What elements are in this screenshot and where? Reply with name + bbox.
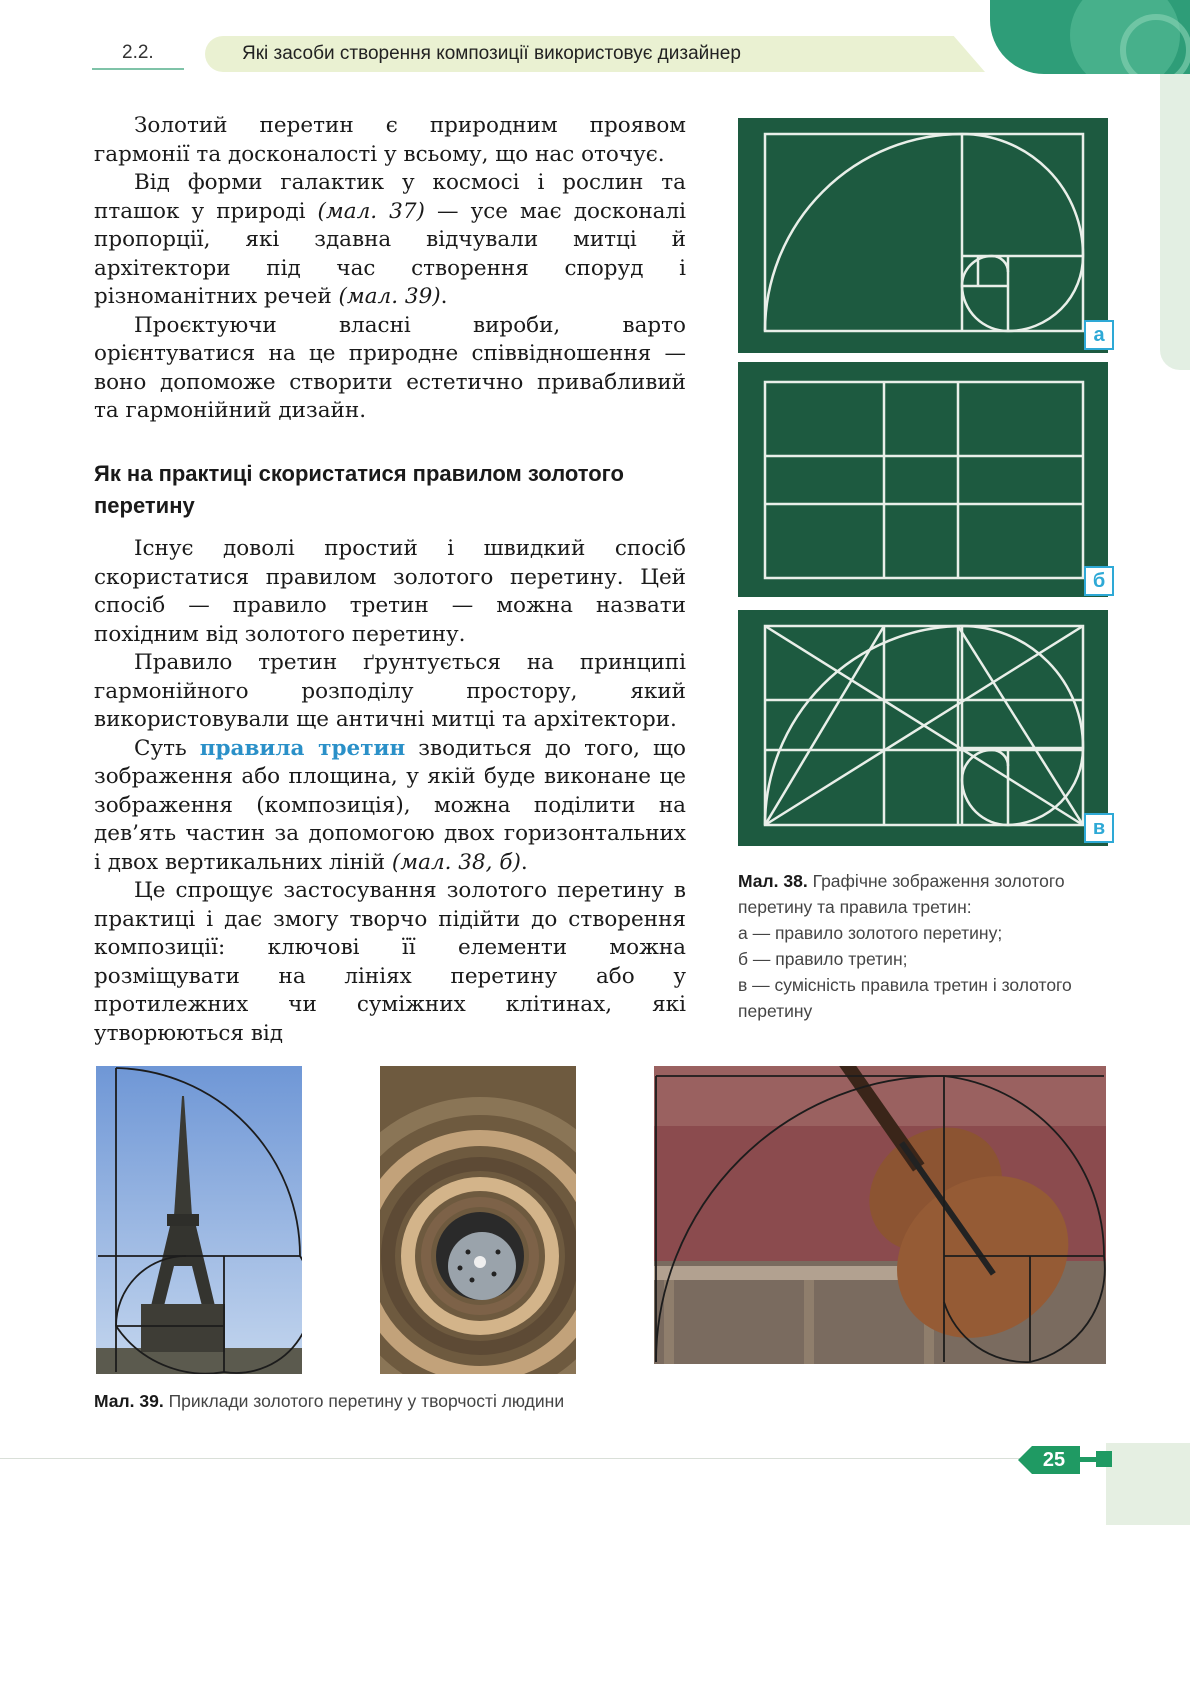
figure-38-caption: Мал. 38. Графічне зображення золотого перетину та правила третин: а — правило золотого перетину; б — правило третин; в — сумісність правила третин і золотого перетину <box>738 868 1108 1024</box>
figure-reference: (мал. 37) <box>317 198 425 224</box>
section-subheading: Як на практиці скористатися правилом золотого перетину <box>94 461 624 518</box>
paragraph: Суть правила третин зводиться до того, що зображення або площина, у якій буде виконане це зображення (композиція), можна поділити на дев’ять частин за допомогою двох горизонтальних і двох вертикальних ліній (мал. 38, б). <box>94 735 686 875</box>
figure-badge-c: в <box>1084 813 1114 843</box>
combined-spiral-thirds-diagram <box>738 610 1108 846</box>
section-number: 2.2. <box>92 36 184 70</box>
page-number-square <box>1096 1451 1112 1467</box>
double-bass-photo <box>654 1066 1106 1364</box>
paragraph: Золотий перетин є природним проявом гармонії та досконалості у всьому, що нас оточує. <box>94 113 686 167</box>
caption-label: Мал. 38. <box>738 871 808 891</box>
figure-badge-a: а <box>1084 320 1114 350</box>
figure-38b-rule-of-thirds <box>738 362 1108 597</box>
paragraph: Це спрощує застосування золотого перетину в практиці і дає змогу творчо підійти до створення композиції: ключові її елементи можна розміщувати на лініях перетину або у протилежних чи суміжних клітинах, які утворюються від <box>94 878 686 1046</box>
spiral-staircase-photo <box>380 1066 576 1374</box>
corner-decoration <box>990 0 1190 74</box>
eiffel-tower-photo <box>96 1066 302 1374</box>
caption-item-b: б — правило третин; <box>738 949 908 969</box>
rule-of-thirds-text-block <box>94 535 686 1048</box>
caption-item-c: в — сумісність правила третин і золотого перетину <box>738 975 1072 1021</box>
page-number: 25 <box>1042 1449 1066 1471</box>
figure-38c-combined <box>738 610 1108 846</box>
figure-reference: (мал. 39) <box>338 284 441 309</box>
figure-38a-golden-ratio <box>738 118 1108 353</box>
caption-label: Мал. 39. <box>94 1391 164 1411</box>
highlighted-term: правила третин <box>199 735 406 761</box>
footer-divider <box>0 1458 1105 1459</box>
paragraph: Існує доволі простий і швидкий спосіб скористатися правилом золотого перетину. Цей спосіб — правило третин — можна назвати похідним від золотого перетину. <box>94 536 686 647</box>
golden-spiral-diagram <box>738 118 1108 353</box>
caption-item-a: а — правило золотого перетину; <box>738 923 1003 943</box>
figure-39-caption: Мал. 39. Приклади золотого перетину у творчості людини <box>94 1391 565 1411</box>
paragraph: Від форми галактик у космосі і рослин та пташок у природі (мал. 37) — усе має досконалі пропорції, які здавна відчували митці й архітектори під час створення споруд і різноманітних речей (мал. 39). <box>94 170 687 309</box>
header-title: Які засоби створення композиції використовує дизайнер <box>242 43 741 64</box>
paragraph: Правило третин ґрунтується на принципі гармонійного розподілу простору, який використовували ще античні митці та архітектори. <box>94 650 686 732</box>
figure-reference: (мал. 38, б) <box>391 849 521 875</box>
intro-text-block <box>94 112 686 426</box>
side-tab-decoration <box>1160 74 1190 370</box>
paragraph: Проєктуючи власні вироби, варто орієнтуватися на це природне співвідношення — воно допоможе створити естетично привабливий та гармонійний дизайн. <box>94 312 686 423</box>
rule-of-thirds-grid <box>738 362 1108 597</box>
figure-badge-b: б <box>1084 566 1114 596</box>
page-number-connector <box>1080 1457 1096 1462</box>
footer-side-decoration <box>1106 1443 1190 1525</box>
